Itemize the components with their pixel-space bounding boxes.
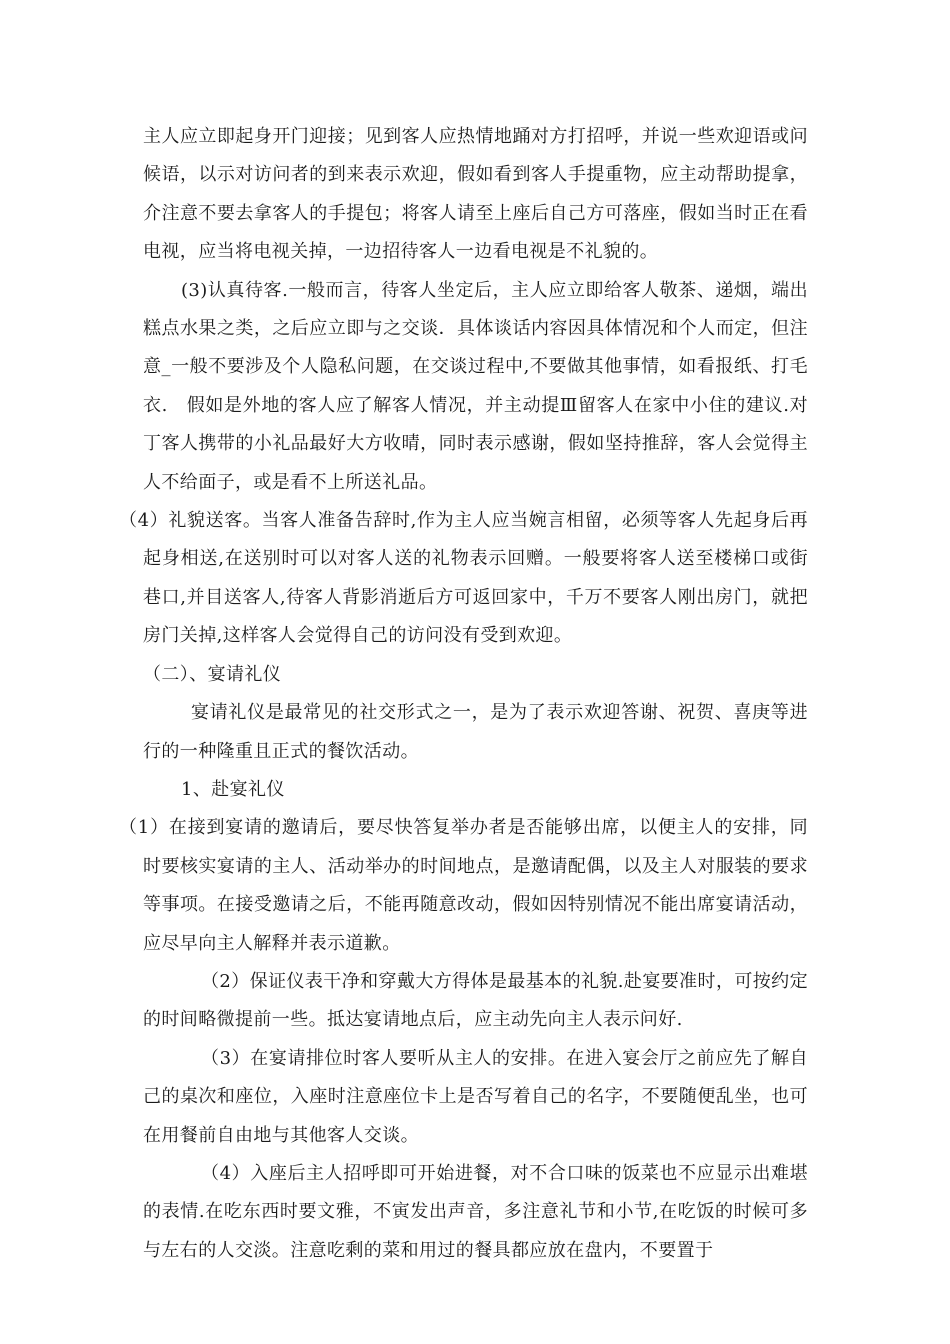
paragraph-treat-guest: (3)认真待客.一般而言，待客人坐定后，主人应立即给客人敬茶、递烟，端出糕点水果之类，之后应立即与之交谈．具体谈话内容因具体情况和个人而定，但注意_一般不要涉及个人隐私问题，在交谈过程中,不要做其他事情，如看报纸、打毛衣. 假如是外地的客人应了解客人情况，并主动提Ⅲ留客人在家中小住的建议.对丁客人携带的小礼品最好大方收晴，同时表示感谢，假如坚持推辞，客人会觉得主人不给面子，或是看不上所送礼品。 [143, 279, 808, 493]
paragraph-see-off-guest: （4）礼貌送客。当客人准备告辞时,作为主人应当婉言相留，必须等客人先起身后再起身相送,在送别时可以对客人送的礼物表示回赠。一般要将客人送至楼梯口或街巷口,并目送客人,待客人背影消逝后方可返回家中，千万不要客人刚出房门，就把房门关掉,这样客人会觉得自己的访问没有受到欢迎。 [119, 510, 808, 647]
paragraph-dining-manners: （4）入座后主人招呼即可开始进餐，对不合口味的饭菜也不应显示出难堪的表情.在吃东西时要文雅，不寅发出声音，多注意礼节和小节,在吃饭的时候可多与左右的人交淡。注意吃剩的菜和用过的餐具都应放在盘内，不要置于 [143, 1162, 808, 1261]
paragraph-invitation-reply: （1）在接到宴请的邀请后，要尽快答复举办者是否能够出席，以便主人的安排，同时要核实宴请的主人、活动举办的时间地点，是邀请配偶，以及主人对服装的要求等事项。在接受邀请之后，不能再随意改动，假如因特别情况不能出席宴请活动，应尽早向主人解释并表示道歉。 [119, 817, 808, 954]
section-heading-banquet: （二）、宴请礼仪 [143, 663, 282, 685]
paragraph-seating: （3）在宴请排位时客人要听从主人的安排。在进入宴会厅之前应先了解自己的桌次和座位，入座时注意座位卡上是否写着自己的名字，不要随便乱坐，也可在用餐前自由地与其他客人交谈。 [143, 1047, 808, 1146]
paragraph-receive-guest: 主人应立即起身开门迎接；见到客人应热情地踊对方打招呼，并说一些欢迎语或问候语，以示对访问者的到来表示欢迎，假如看到客人手提重物，应主动帮助提拿，介注意不要去拿客人的手提包；将客人请至上座后自己方可落座，假如当时正在看电视，应当将电视关掉，一边招待客人一边看电视是不礼貌的。 [143, 126, 808, 263]
document-body [119, 118, 808, 1270]
paragraph-banquet-intro: 宴请礼仪是最常见的社交形式之一，是为了表示欢迎答谢、祝贺、喜庚等进行的一种隆重且正式的餐饮活动。 [143, 702, 808, 762]
subheading-attend-banquet: 1、赴宴礼仪 [181, 778, 285, 800]
paragraph-appearance: （2）保证仪表干净和穿戴大方得体是最基本的礼貌.赴宴要准时，可按约定的时间略微提前一些。抵达宴请地点后，应主动先向主人表示问好. [143, 970, 808, 1031]
